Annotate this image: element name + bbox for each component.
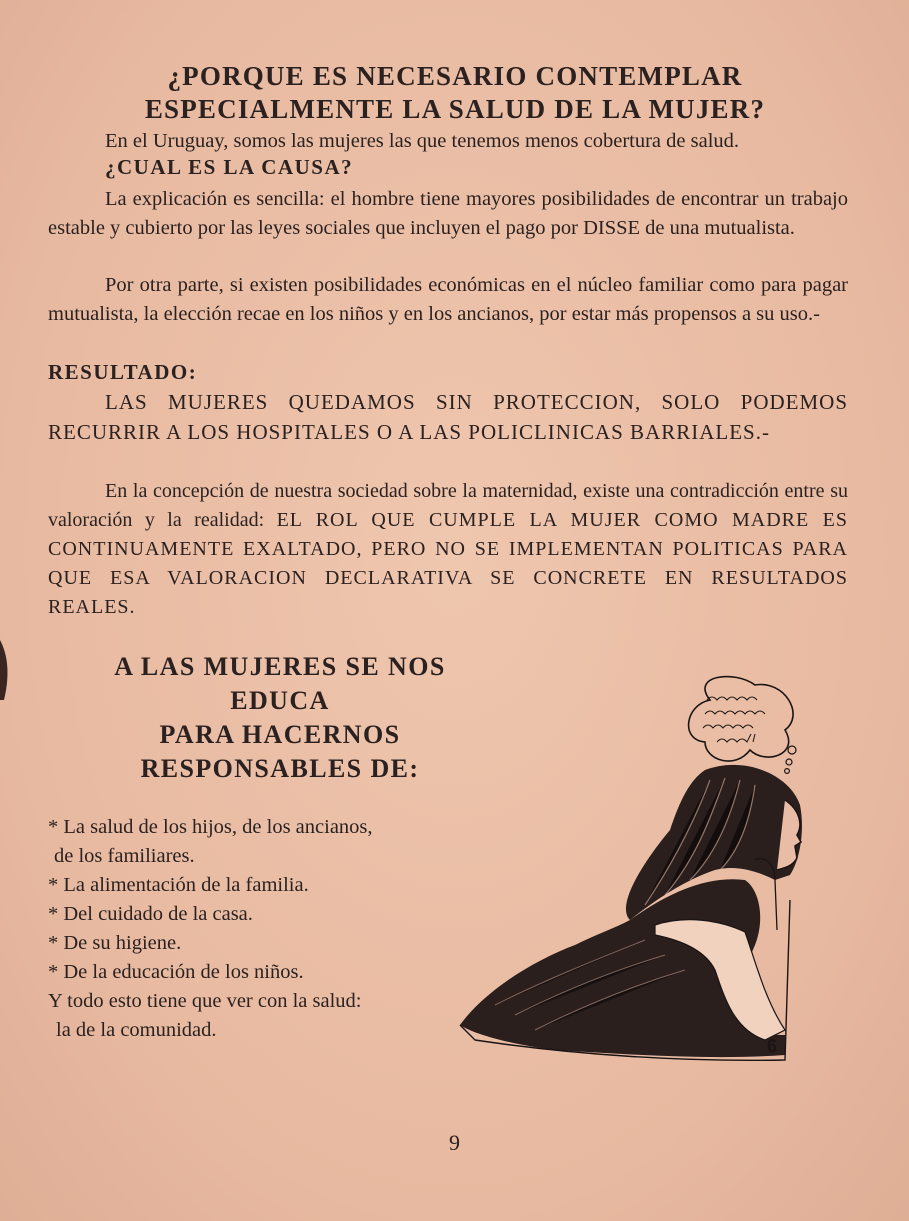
education-heading-line-1: A LAS MUJERES SE NOS (114, 652, 446, 681)
responsibility-list (48, 813, 468, 1045)
list-item: Y todo esto tiene que ver con la salud: (48, 990, 362, 1012)
paragraph-maternity-text: En la concepción de nuestra sociedad sobre la maternidad, existe una contradicción entre su valoración y la realidad: (48, 480, 848, 531)
list-item: de los familiares. (54, 845, 195, 867)
education-heading (70, 650, 490, 786)
list-item: * La alimentación de la familia. (48, 874, 309, 896)
result-line-1: LAS MUJERES QUEDAMOS SIN PROTECCION, SOLO PODEMOS (105, 390, 848, 414)
intro-text: En el Uruguay, somos las mujeres las que tenemos menos cobertura de salud. (105, 130, 740, 152)
paragraph-maternity-caps: EL ROL QUE CUMPLE LA MUJER COMO MADRE ES CONTINUAMENTE EXALTADO, PERO NO SE IMPLEMENTAN POLITICAS PARA QUE ESA VALORACION DECLARATIVA SE CONCRETE EN RESULTADOS REALES. (48, 509, 848, 618)
list-item: * La salud de los hijos, de los ancianos, (48, 816, 373, 838)
cause-heading: ¿CUAL ES LA CAUSA? (105, 155, 354, 179)
education-heading-line-2: EDUCA (230, 686, 330, 715)
result-line-2: RECURRIR A LOS HOSPITALES O A LAS POLICLINICAS BARRIALES.- (48, 420, 770, 444)
paragraph-explanation: La explicación es sencilla: el hombre tiene mayores posibilidades de encontrar un trabajo estable y cubierto por las leyes sociales que incluyen el pago por DISSE de una mutualista. (48, 188, 848, 239)
woman-thinking-illustration (455, 670, 805, 1070)
title-line-1: ¿PORQUE ES NECESARIO CONTEMPLAR (167, 61, 743, 91)
result-heading: RESULTADO: (48, 360, 198, 384)
page-number: 9 (449, 1130, 460, 1155)
illustration-number: 6 (767, 1036, 778, 1056)
list-item: * De la educación de los niños. (48, 961, 304, 983)
paragraph-maternity (48, 477, 848, 622)
page-title (60, 60, 850, 126)
education-heading-line-3: PARA HACERNOS (159, 720, 401, 749)
thought-bubble (689, 677, 793, 761)
binding-mark (0, 640, 14, 700)
list-item: * De su higiene. (48, 932, 182, 954)
education-heading-line-4: RESPONSABLES DE: (140, 754, 420, 783)
title-line-2: ESPECIALMENTE LA SALUD DE LA MUJER? (144, 94, 766, 124)
list-item: la de la comunidad. (56, 1019, 217, 1041)
list-item: * Del cuidado de la casa. (48, 903, 253, 925)
paragraph-economic: Por otra parte, si existen posibilidades económicas en el núcleo familiar como para pagar mutualista, la elección recae en los niños y en los ancianos, por estar más propensos a su uso.- (48, 274, 848, 325)
